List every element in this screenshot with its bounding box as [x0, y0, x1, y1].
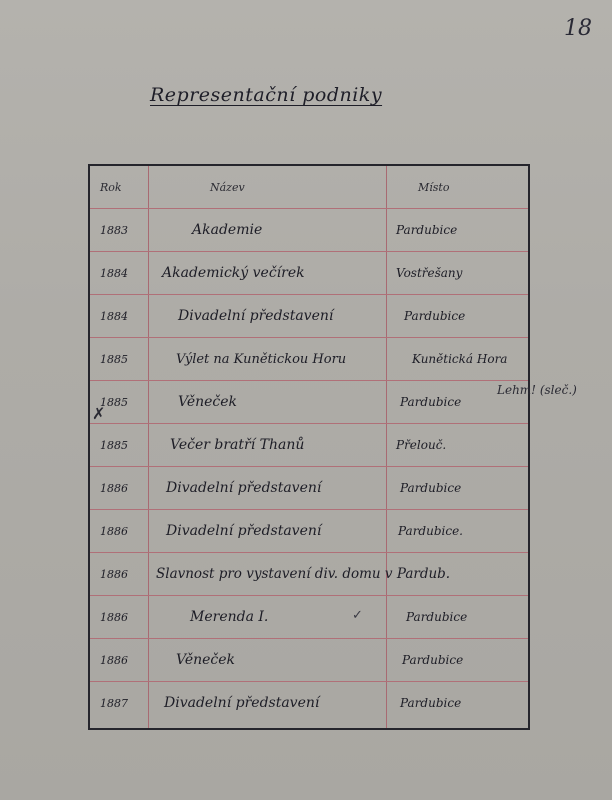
cell-nazev: Akademie [192, 222, 263, 238]
cell-rok: 1886 [100, 654, 128, 667]
cell-nazev: Večer bratří Thanů [170, 437, 305, 453]
header-misto: Místo [418, 181, 450, 194]
cell-misto: Pardubice [396, 223, 458, 237]
header-nazev: Název [210, 181, 245, 194]
cell-nazev: Divadelní představení [166, 480, 322, 496]
table-row [90, 596, 528, 639]
table-row [90, 381, 528, 424]
margin-annotation: Lehm! (sleč.) [497, 383, 577, 397]
table-row [90, 338, 528, 381]
table-row [90, 424, 528, 467]
page-title: Representační podniky [150, 84, 383, 106]
table-header-row [90, 166, 528, 209]
cell-rok: 1886 [100, 568, 128, 581]
cell-rok: 1885 [100, 353, 128, 366]
cell-nazev: Akademický večírek [162, 265, 305, 281]
page-number: 18 [564, 16, 592, 41]
cell-rok: 1886 [100, 525, 128, 538]
cell-rok: 1883 [100, 224, 128, 237]
cell-misto: Pardubice [400, 395, 462, 409]
cell-nazev: Merenda I. [190, 609, 269, 625]
cell-rok: 1885 [100, 439, 128, 452]
cross-mark: ✗ [92, 404, 106, 423]
table-row [90, 467, 528, 510]
cell-misto: Vostřešany [396, 266, 463, 280]
cell-nazev: Slavnost pro vystavení div. domu v Pardub. [156, 566, 451, 582]
cell-nazev: Výlet na Kunětickou Horu [176, 352, 347, 367]
cell-rok: 1886 [100, 482, 128, 495]
cell-rok: 1887 [100, 697, 128, 710]
cell-nazev: Věneček [178, 394, 238, 410]
cell-rok: 1886 [100, 611, 128, 624]
table-row [90, 639, 528, 682]
cell-nazev: Divadelní představení [178, 308, 334, 324]
cell-misto: Pardubice [400, 696, 462, 710]
cell-nazev: Divadelní představení [166, 523, 322, 539]
check-mark: ✓ [352, 608, 363, 623]
cell-misto: Kunětická Hora [412, 352, 508, 366]
cell-misto: Pardubice [400, 481, 462, 495]
cell-rok: 1884 [100, 267, 128, 280]
cell-misto: Přelouč. [396, 438, 447, 452]
cell-misto: Pardubice [404, 309, 466, 323]
cell-misto: Pardubice [402, 653, 464, 667]
cell-misto: Pardubice [406, 610, 468, 624]
cell-misto: Pardubice. [398, 524, 463, 538]
table-row [90, 553, 528, 596]
table-row [90, 252, 528, 295]
table-row [90, 510, 528, 553]
table-row [90, 209, 528, 252]
cell-nazev: Divadelní představení [164, 695, 320, 711]
cell-rok: 1885 [100, 396, 128, 409]
cell-nazev: Věneček [176, 652, 236, 668]
ledger-table [88, 164, 530, 730]
cell-rok: 1884 [100, 310, 128, 323]
header-rok: Rok [100, 181, 122, 194]
table-row [90, 295, 528, 338]
table-row [90, 682, 528, 725]
